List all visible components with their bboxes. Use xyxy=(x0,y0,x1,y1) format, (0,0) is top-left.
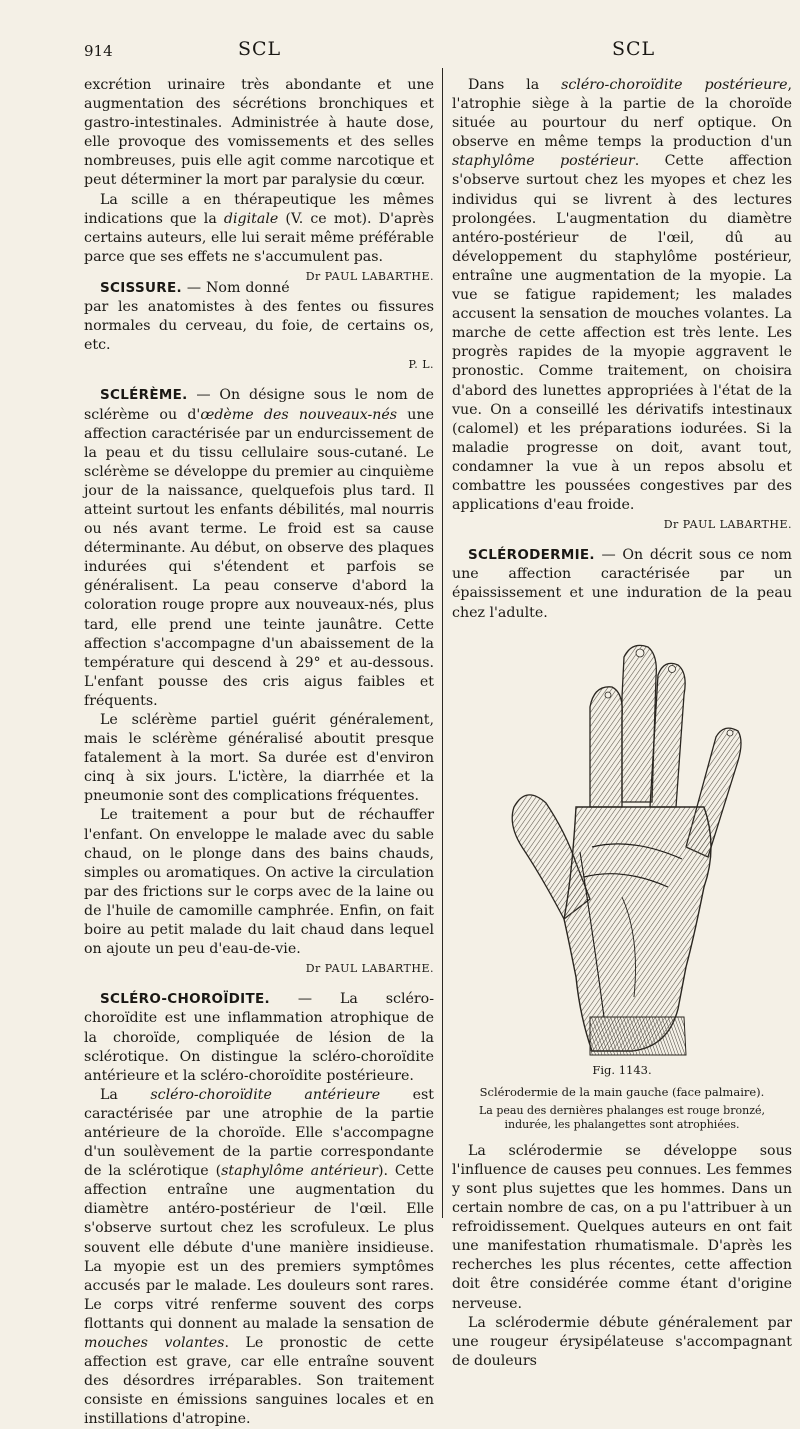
entry-scissure: SCISSURE. — Nom donné par les anatomistes à des fentes ou fissures normales du cerveau, du foie, de certains os, etc. P. L. xyxy=(84,279,434,374)
body-paragraph: Dans la scléro-choroïdite postérieure, l'atrophie siège à la partie de la choroïde située au pourtour du nerf optique. On observe en même temps la production d'un staphylôme postérieur. Cette affection s'observe surtout chez les myopes et chez les individus qui se livrent à des lectures prolongées. L'augmentation du diamètre antéro-postérieur de l'œil, dû au développement du staphylôme postérieur, entraîne une augmentation de la myopie. La vue se fatigue rapidement; les malades accusent la sensation de mouches volantes. La marche de cette affection est très lente. Les progrès rapides de la myopie aggravent le pronostic. Comme traitement, on choisira d'abord des lunettes appropriées à l'état de la vue. On a conseillé les dérivatifs intestinaux (calomel) et les préparations iodurées. Si la maladie progresse on doit, avant tout, condamner la vue à un repos absolu et combattre les poussées congestives par des applications d'eau froide. xyxy=(452,77,792,514)
body-paragraph: La sclérodermie se développe sous l'influence de causes peu connues. Les femmes y sont plus sujettes que les hommes. Dans un certain nombre de cas, on a pu l'attribuer à un refroidissement. Quelques auteurs en ont fait une manifestation rhumatismale. D'après les recherches les plus récentes, cette affection doit être considérée comme étant d'origine nerveuse. xyxy=(452,1142,792,1312)
author-signature: Dr PAUL LABARTHE. xyxy=(305,962,434,976)
entry-sclerodermie: SCLÉRODERMIE. — On décrit sous ce nom une affection caractérisée par un épaississement et une induration de la peau chez l'adulte. xyxy=(452,547,792,621)
author-signature: Dr PAUL LABARTHE. xyxy=(663,518,792,532)
scille-paragraph: La scille a en thérapeutique les mêmes indications que la digitale (V. ce mot). D'après certains auteurs, elle lui serait même préférable parce que ses effets ne s'accumulent pas. Dr PAUL LABARTHE. xyxy=(84,191,434,267)
headword-sclerochoroidite: SCLÉRO-CHOROÏDITE. xyxy=(100,991,270,1008)
body-paragraph: Le sclérème partiel guérit généralement, mais le sclérème généralisé aboutit presque fatalement à la mort. Sa durée est d'environ cinq à six jours. L'ictère, la diarrhée et la pneumonie sont des complications fréquentes. xyxy=(84,712,434,805)
right-column xyxy=(452,76,792,1371)
figure-label: Fig. 1143. xyxy=(592,1062,652,1077)
column-rule xyxy=(442,68,443,1218)
body-paragraph: La sclérodermie débute généralement par une rougeur érysipélateuse s'accompagnant de douleurs xyxy=(452,1314,792,1369)
figure-hand xyxy=(452,637,792,1132)
figure-caption: La peau des dernières phalanges est rouge bronzé, indurée, les phalangettes sont atrophiées. xyxy=(478,1103,765,1131)
author-signature: P. L. xyxy=(408,358,434,372)
hand-illustration xyxy=(472,637,772,1057)
running-head-left: SCL xyxy=(238,38,282,60)
page-number: 914 xyxy=(84,42,113,60)
figure-title: Sclérodermie de la main gauche (face palmaire). xyxy=(479,1084,765,1099)
author-signature: Dr PAUL LABARTHE. xyxy=(305,269,434,283)
headword-sclereme: SCLÉRÈME. xyxy=(100,387,188,404)
entry-sclereme: SCLÉRÈME. — On désigne sous le nom de sclérème ou d'œdème des nouveaux-nés une affection caractérisée par un endurcissement de la peau et du tissu cellulaire sous-cutané. Le sclérème se développe du premier au cinquième jour de la naissance, quelquefois plus tard. Il atteint surtout les enfants débilités, mal nourris ou nés avant terme. Le froid est sa cause déterminante. Au début, on observe des plaques indurées qui s'étendent et parfois se généralisent. La peau conserve d'abord la coloration rouge propre aux nouveaux-nés, plus tard, elle prend une teinte jaunâtre. Cette affection s'accompagne d'un abaissement de la température qui descend à 29° et au-dessous. L'enfant pousse des cris aigus faibles et fréquents. Le sclérème partiel guérit généralement, mais le sclérème généralisé aboutit presque fatalement à la mort. Sa durée est d'environ cinq à six jours. L'ictère, la diarrhée et la pneumonie sont des complications fréquentes. Le traitement a pour but de réchauffer l'enfant. On enveloppe le malade avec du sable chaud, on le plonge dans des bains chauds, simples ou aromatiques. On active la circulation par des frictions sur le corps avec de la laine ou de l'huile de camomille camphrée. Enfin, on fait boire au petit malade du lait chaud dans lequel on ajoute un peu d'eau-de-vie. Dr PAUL LABARTHE. xyxy=(84,386,434,978)
headword-scissure: SCISSURE. xyxy=(100,279,182,296)
running-head-right: SCL xyxy=(612,38,656,60)
left-column xyxy=(84,76,434,1429)
headword-sclerodermie: SCLÉRODERMIE. xyxy=(468,547,595,564)
body-paragraph: Le traitement a pour but de réchauffer l'enfant. On enveloppe le malade avec du sable chaud, on le plonge dans des bains chauds, simples ou aromatiques. On active la circulation par des frictions sur le corps avec de la laine ou de l'huile de camomille camphrée. Enfin, on fait boire au petit malade du lait chaud dans lequel on ajoute un peu d'eau-de-vie. xyxy=(84,807,434,958)
body-paragraph: La scléro-choroïdite antérieure est caractérisée par une atrophie de la partie antérieure de la choroïde. Elle s'accompagne d'un soulèvement de la partie correspondante de la sclérotique (staphylôme antérieur). Cette affection entraîne une augmentation du diamètre antéro-postérieur de l'œil. Elle s'observe surtout chez les scrofuleux. Le plus souvent elle débute d'une manière insidieuse. La myopie est un des premiers symptômes accusés par le malade. Les douleurs sont rares. Le corps vitré renferme souvent des corps flottants qui donnent au malade la sensation de mouches volantes. Le pronostic de cette affection est grave, car elle entraîne souvent des désordres irréparables. Son traitement consiste en émissions sanguines locales et en instillations d'atropine. xyxy=(84,1086,434,1428)
entry-sclerochoroidite: SCLÉRO-CHOROÏDITE. — La scléro-choroïdite est une inflammation atrophique de la choroïde, compliquée de lésion de la sclérotique. On distingue la scléro-choroïdite antérieure et la scléro-choroïdite postérieure. La scléro-choroïdite antérieure est caractérisée par une atrophie de la partie antérieure de la choroïde. Elle s'accompagne d'un soulèvement de la partie correspondante de la sclérotique (staphylôme antérieur). Cette affection entraîne une augmentation du diamètre antéro-postérieur de l'œil. Elle s'observe surtout chez les scrofuleux. Le plus souvent elle débute d'une manière insidieuse. La myopie est un des premiers symptômes accusés par le malade. Les douleurs sont rares. Le corps vitré renferme souvent des corps flottants qui donnent au malade la sensation de mouches volantes. Le pronostic de cette affection est grave, car elle entraîne souvent des désordres irréparables. Son traitement consiste en émissions sanguines locales et en instillations d'atropine. xyxy=(84,990,434,1429)
scille-continuation: excrétion urinaire très abondante et une augmentation des sécrétions bronchiques et gastro-intestinales. Administrée à haute dose, elle provoque des vomissements et des selles nombreuses, puis elle agit comme narcotique et peut déterminer la mort par paralysie du cœur. xyxy=(84,77,434,189)
